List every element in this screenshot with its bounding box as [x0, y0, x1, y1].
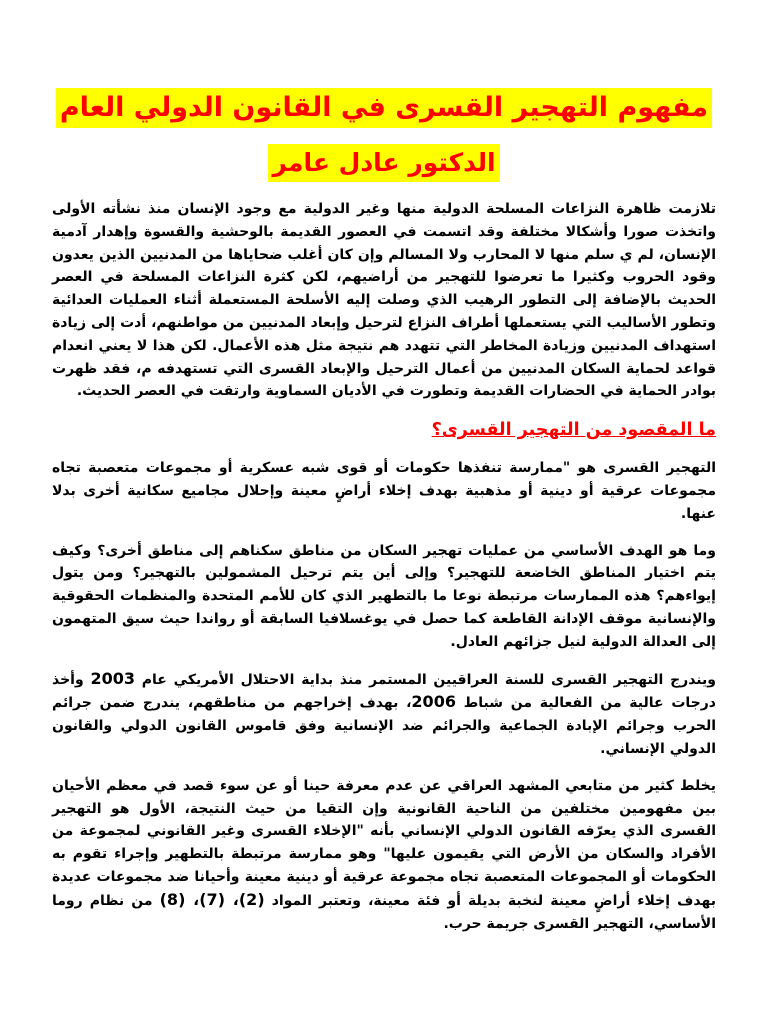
questions-paragraph: وما هو الهدف الأساسي من عمليات تهجير السكان من مناطق سكناهم إلى مناطق أخرى؟ وكيف يتم اختيار المناطق الخاضعة للتهجير؟ وإلى أين يتم ترحيل المشمولين بالتهجير؟ ومن يتول إيواءهم؟ هذه الممارسات مرتبطة نوعا ما بالتطهير الذي كان للأمم المتحدة والمنظمات الحقوقية والإنسانية موقف الإدانة القاطعة كما حصل في يوغسلافيا السابقة أو رواندا حيث سيق المتهمون إلى العدالة الدولية لنيل جزائهم العادل. [52, 542, 716, 650]
articles-numbers: (2)، (7)، (8) [159, 889, 265, 909]
iraq-text-part1: ويندرج التهجير القسرى للسنة العراقيين المستمر منذ بداية الاحتلال الأمريكي عام [135, 671, 716, 688]
concepts-text-part2: من نظام روما الأساسي، التهجير القسرى جريمة حرب. [52, 892, 716, 932]
iraq-text-part3: ، بهدف إخراجهم من مناطقهم، يندرج ضمن جرائم الحرب وجرائم الإبادة الجماعية والجرائم ضد الإنسانية وفق قاموس القانون الدولي والقانون الدولي الإنساني. [52, 695, 716, 757]
iraq-year-2003: 2003 [90, 668, 135, 688]
concepts-text-part1: يخلط كثير من متابعي المشهد العراقي عن عدم معرفة حينا أو عن سوء قصد في معظم الأحيان بين مفهومين مختلفين من الناحية القانونية وإن التقيا من حيث النتيجة، الأول هو التهجير القسرى الذي يعرّفه القانون الدولي الإنساني بأنه "الإخلاء القسرى وغير القانوني لمجموعة من الأفراد والسكان من الأرض التي يقيمون عليها" وهو ممارسة مرتبطة بالتطهير وإجراء تقوم به الحكومات أو المجموعات المتعصبة تجاه مجموعة عرقية أو دينية معينة وأحيانا ضد مجموعات عديدة بهدف إخلاء أراضٍ معينة لنخبة بديلة أو فئة معينة، وتعتبر المواد [52, 777, 716, 909]
title-block [52, 88, 716, 128]
iraq-paragraph [52, 668, 716, 761]
section-heading: ما المقصود من التهجير القسرى؟ [431, 420, 716, 441]
iraq-text-part2: وأخذ درجات عالية من الفعالية من شباط [52, 671, 716, 712]
intro-paragraph: تلازمت ظاهرة النزاعات المسلحة الدولية منها وغير الدولية مع وجود الإنسان منذ نشأته الأولى واتخذت صورا وأشكالا مختلفة وقد اتسمت في العصور القديمة بالوحشية والقسوة وإهدار آدمية الإنسان، لم ي سلم منها لا المحارب ولا المسالم وإن كان أغلب ضحاياها من المدنيين الذين يعدون وقود الحروب وكثيرا ما تعرضوا للتهجير من أراضيهم، لكن كثرة النزاعات المسلحة في العصر الحديث بالإضافة إلى التطور الرهيب الذي وصلت إليه الأسلحة المستعملة أثناء العمليات العدائية وتطور الأساليب التي يستعملها أطراف النزاع لترحيل وإبعاد المدنيين من مواطنهم، أدت إلى زيادة استهداف المدنيين وزيادة المخاطر التي تتهدد هم نتيجة مثل هذه الأعمال. لكن هذا لا يعني انعدام قواعد لحماية السكان المدنيين من أعمال الترحيل والإبعاد القسرى التي تستهدفه م، فقد ظهرت بوادر الحماية في الحضارات القديمة وتطورت في الأديان السماوية وارتقت في العصر الحديث. [52, 201, 716, 400]
definition-paragraph: التهجير القسرى هو "ممارسة تنفذها حكومات أو قوى شبه عسكرية أو مجموعات متعصبة تجاه مجموعات عرقية أو دينية أو مذهبية بهدف إخلاء أراضٍ معينة وإحلال مجاميع سكانية أخرى بدلا عنها. [52, 460, 716, 522]
author-name: الدكتور عادل عامر [268, 144, 499, 182]
author-block [52, 144, 716, 182]
concepts-paragraph [52, 775, 716, 936]
document-title: مفهوم التهجير القسرى في القانون الدولي العام [56, 88, 712, 128]
iraq-year-2006: 2006 [411, 692, 456, 712]
